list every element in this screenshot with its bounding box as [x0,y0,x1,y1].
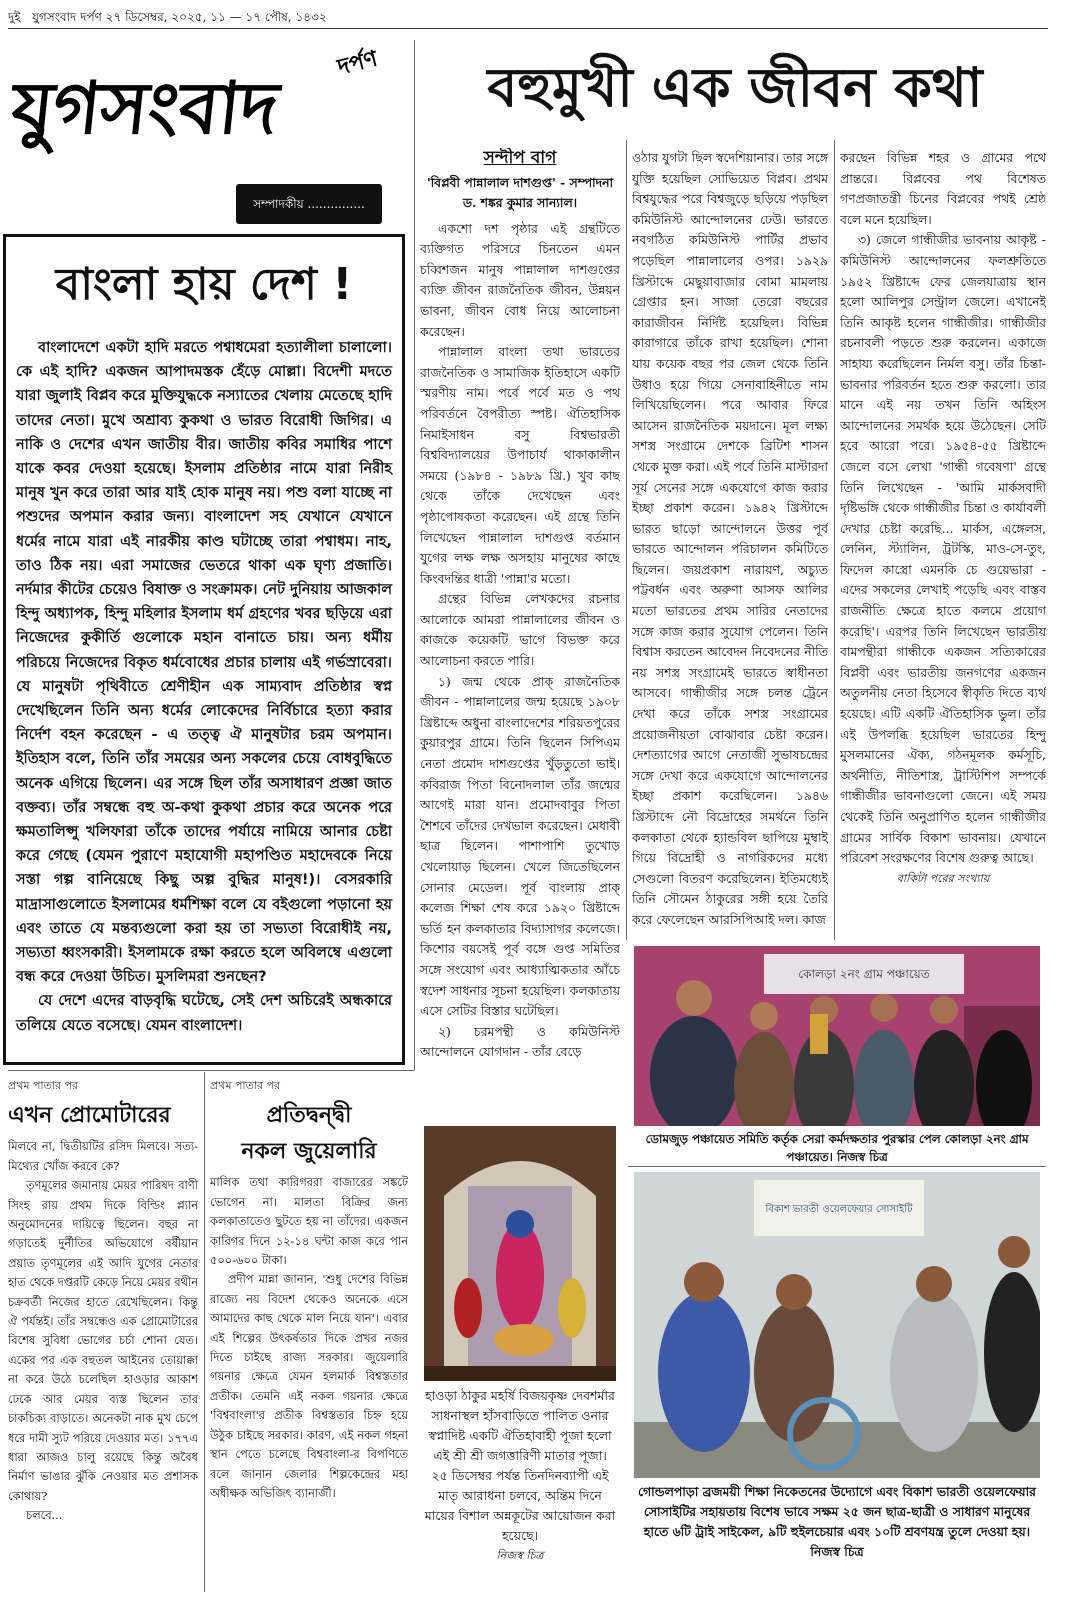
feature-paragraph: ১) জন্ম থেকে প্রাক্ রাজনৈতিক জীবন - পান্নালালের জন্ম হয়েছে ১৯০৮ খ্রিষ্টাব্দে অধুনা বাংলাদেশের শরিয়তপুরের কুয়ারপুর গ্রামে। তিনি ছিলেন সিপিএম নেতা প্রমোদ দাশগুপ্তের খুঁড়তুতো ভাই। কবিরাজ পিতা বিনোদলাল তাঁর জন্মের আগেই মারা যান। প্রমোদবাবুর পিতা শৈশবে তাঁদের দেখভাল করেছেন। মেধাবী ছাত্র ছিলেন। পাশাপাশি তুখোড় খেলোয়াড় ছিলেন। খেলে জিতেছিলেন সোনার মেডেল। পূর্ব বাংলায় প্রাক্ কলেজ শিক্ষা শেষ করে ১৯২০ খ্রিষ্টাব্দে ভর্তি হন কলকাতার বিদ্যাসাগর কলেজে। কিশোর বয়সেই পূর্ব বঙ্গে গুপ্ত সমিতির সঙ্গে সংযোগ এবং আধ্যাত্মিকতার আঁচে স্বদেশ সাধনার সূচনা হয়েছিল। কলকাতায় এসে সেটির বিস্তার ঘটেছিল। [420,673,620,1019]
feature-paragraph: ২) চরমপন্থী ও কমিউনিস্ট আন্দোলনে যোগদান - তাঁর বেড়ে [420,1023,620,1060]
durga-caption: হাওড়া ঠাকুর মহর্ষি বিজয়কৃষ্ণ দেবশর্মার সাধনাস্থল হাঁসবাড়িতে পালিত ওনার স্বপ্নাদিষ্ট একটি ঐতিহাবাহী পূজা হলো এই শ্রী শ্রী জগত্তারিণী মাতার পূজা। ২৫ ডিসেম্বর পর্যন্ত তিনদিনব্যাপী এই মাতৃ আরাধনা চলবে, অন্তিম দিনে মায়ের বিশাল অন্নকূটের আয়োজন করা হয়েছে। [424,1388,616,1543]
durga-credit: নিজস্ব চিত্র [496,1549,544,1562]
masthead-subtitle: দর্পণ [335,46,380,81]
feature-paragraph: গ্রন্থের বিভিন্ন লেখকদের রচনার আলোকে আমরা পান্নালালের জীবন ও কাজকে কয়েকটি ভাগে বিভক্ত করে আলোচনা করতে পারি। [420,591,620,669]
promoter-title: এখন প্রোমোটারের [8,1102,171,1129]
jewellery-paragraph: প্রদীপ মান্না জানান, 'শুধু দেশের বিভিন্ন রাজ্যে নয় বিদেশ থেকেও অনেকে এসে আমাদের কাছ থেকে মাল নিয়ে যান'। এবার এই শিল্পের উৎকর্ষতার দিকে প্রখর নজর দিতে চাইছে রাজ্য সরকার। জুয়েলারি গয়নার ক্ষেত্রে যেমন হলমার্ক বিশ্বস্ততার প্রতীক। তেমনি এই নকল গয়নার ক্ষেত্রে 'বিশ্ববাংলা'র প্রতীক বিশ্বস্ততার চিহ্ন হয়ে উঠুক চাইছে সরকার। কারণ, এই নকল গহনা স্থান পেতে চলেছে বিশ্ববাংলা-র বিপণিতে বলে জানান জেলার শিল্পকেন্দ্রের মহা অধীক্ষক অভিজিৎ ব্যানার্জী। [210,1272,408,1500]
award-photo [634,946,1040,1126]
wheelchair-banner-text: বিকাশ ভারতী ওয়েলফেয়ার সোসাইটি [765,1204,913,1215]
section-rule [8,1070,414,1071]
wheelchair-photo-illustration [634,1172,1040,1478]
award-caption: ডোমজুড় পঞ্চায়েত সমিতি কর্তৃক সেরা কর্মদক্ষতার পুরস্কার পেল কোলড়া ২নং গ্রাম পঞ্চায়েত। নিজস্ব চিত্র [645,1132,1029,1164]
editorial-box [3,234,405,1065]
jewellery-title-line1: প্রতিদ্বন্দ্বী [266,1102,352,1129]
feature-column-3 [840,148,1046,943]
feature-paragraph: করছেন বিভিন্ন শহর ও গ্রামের পথে প্রান্তরে। বিপ্লবের পথ বিশেষত গণপ্রজাতন্ত্রী চিনের বিপ্লবের পথই শ্রেষ্ঠ বলে মনে হয়েছিল। [840,150,1046,227]
durga-photo [424,1126,616,1381]
award-photo-illustration [634,946,1040,1126]
award-banner-text: কোলড়া ২নং গ্রাম পঞ্চায়েত [798,967,930,981]
durga-photo-illustration [424,1126,616,1381]
jewellery-title-line2: নকল জুয়েলারি [241,1138,377,1165]
durga-caption-block [424,1386,616,1586]
promoter-continued: চলবে... [26,1508,63,1523]
jewellery-article [210,1076,408,1596]
masthead-title: যুগসংবাদ [8,66,283,150]
feature-column-1 [420,148,620,1104]
promoter-kicker: প্রথম পাতার পর [8,1079,79,1092]
editorial-paragraph: বাংলাদেশে একটা হাদি মরতে পশ্বাধমেরা হত্যালীলা চালালো। কে এই হাদি? একজন আপাদমস্তক হেঁড়ে মোল্লা। বিদেশী মদতে যারা জুলাই বিপ্লব করে মুক্তিযুদ্ধকে নস্যাতের খেলায় মেতেছে হাদি তাদের নেতা। মুখে অশ্রাব্য কুকথা ও ভারত বিরোধী জিগির। এ নাকি ও দেশের এখন জাতীয় বীর। জাতীয় কবির সমাধির পাশে যাকে কবর দেওয়া হয়েছে। ইসলাম প্রতিষ্ঠার নামে যারা নিরীহ মানুষ খুন করে তারা আর যাই হোক মানুষ নয়। পশু বলা যাচ্ছে না পশুদের অপমান করার জন্য। বাংলাদেশ সহ যেখানে যেখানে ধর্মের নামে যারা এই নারকীয় কাণ্ড ঘটাচ্ছে তারা পশ্বাধম। নাহ, তাও ঠিক নয়। এরা সমাজের ভেতরে থাকা এক ঘৃণ্য প্রজাতি। নর্দমার কীটের চেয়েও বিষাক্ত ও সংক্রামক। নেট দুনিয়ায় আজকাল হিন্দু অধ্যাপক, হিন্দু মহিলার ইসলাম ধর্ম গ্রহণের খবর ছড়িয়ে এরা নিজেদের কুকীর্তি গুলোকে মহান বানাতে চায়। অন্য ধর্মীয় পরিচয়ে নিজেদের বিকৃত ধর্মবোধের প্রচার চালায় এই গর্ভস্রাবেরা। যে মানুষটা পৃথিবীতে শ্রেণীহীন এক সাম্যবাদ প্রতিষ্ঠার স্বপ্ন দেখেছিলেন তিনি অন্য ধর্মের লোকেদের নির্বিচারে হত্যা করার নির্দেশ বহন করেছেন - এ তত্ত্ব ঐ মানুষটার চরম অপমান। ইতিহাস বলে, তিনি তাঁর সময়ের অন্য সকলের চেয়ে বোধবুদ্ধিতে অনেক এগিয়ে ছিলেন। এর সঙ্গে ছিল তাঁর অসাধারণ প্রজ্ঞা জাত বক্তব্য। তাঁর সম্বন্ধে বহু অ-কথা কুকথা প্রচার করে অনেক পরে ক্ষমতালিপ্সু খলিফারা তাঁকে তাদের পর্যায়ে নামিয়ে আনার চেষ্টা করে গেছে (যেমন পুরাণে মহাযোগী মহাপণ্ডিত মহাদেবকে নিয়ে সস্তা গল্প বানিয়েছে কিছু অল্প বুদ্ধির মানুষ!)। বেসরকারি মাদ্রাসাগুলোতে ইসলামের ধর্মশিক্ষা বলে যে বইগুলো পড়ানো হয় এবং তাতে যে মন্তব্যগুলো করা হয় তা সভ্যতা বিরোধীই নয়, সভ্যতা ধ্বংসকারী। ইসলামকে রক্ষা করতে হলে অবিলম্বে এগুলো বন্ধ করে দেওয়া উচিত। মুসলিমরা শুনছেন? [16,340,392,986]
masthead [8,38,408,173]
wheelchair-caption: গোন্ডলপাড়া ব্রজময়ী শিক্ষা নিকেতনের উদ্যোগে এবং বিকাশ ভারতী ওয়েলফেয়ার সোসাইটির সহায়তায় বিশেষ ভাবে সক্ষম ২৫ জন ছাত্র-ছাত্রী ও সাধারণ মানুষের হাতে ৬টি ট্রাই সাইকেল, ৯টি হুইলচেয়ার এবং ১০টি শ্রবণযন্ত্র তুলে দেওয়া হয়। নিজস্ব চিত্র [638,1484,1036,1559]
editorial-headline: বাংলা হায় দেশ ! [55,259,353,310]
feature-byline: সন্দীপ বাগ [483,148,557,168]
feature-column-2 [632,148,828,938]
feature-paragraph: একশো দশ পৃষ্ঠার এই গ্রন্থটিতে ব্যক্তিগত পরিসরে চিনতেন এমন চব্বিশজন মানুষ পান্নালাল দাশগুপ্তের ব্যক্তি জীবন রাজনৈতিক জীবন, উন্নয়ন ভাবনা, জীবন বোধ নিয়ে আলোচনা করেছেন। [420,220,620,339]
column-rule [204,1072,205,1592]
feature-book-title: 'বিপ্লবী পান্নালাল দাশগুপ্ত' - সম্পাদনা ড. শঙ্কর কুমার সান্যাল। [426,174,614,210]
editorial-body [6,336,402,1038]
jewellery-kicker: প্রথম পাতার পর [210,1079,281,1092]
column-rule [834,140,835,940]
wheelchair-photo [634,1172,1040,1478]
running-head [8,6,1048,29]
promoter-paragraph: মিলবে না, দ্বিতীয়টির রসিদ মিলবে। সত্য-মিথ্যের খোঁজ করবে কে? [8,1139,198,1173]
feature-headline: বহুমুখী এক জীবন কথা [487,56,983,119]
promoter-article [8,1076,198,1596]
promoter-paragraph: তৃণমূলের জমানায় মেয়র পারিষদ বাণী সিংহ রায় প্রথম দিকে বিল্ডিং প্ল্যান অনুমোদনের দায়িত্বে ছিলেন। বছর না গড়াতেই দুর্নীতির অভিযোগে বর্ষীয়ান প্রয়াত তৃণমূলের এই আদি যুগের নেতার হাত থেকে দপ্তরটি কেড়ে নিয়ে মেয়র রথীন চক্রবর্তী নিজের হাতে রেখেছিলেন। কিন্তু ঐ পর্যন্তই। তাঁর সম্বন্ধেও এক প্রোমোটারের বিশেষ সুবিধা ভোগের চর্চা শোনা যেত। একের পর এক বহুতল আইনের তোয়াক্কা না করে উঠে চলেছিল হাওড়ার আকাশ ঢেকে আর মেয়র ব্যস্ত ছিলেন তার চাকচিক্য বাড়াতে। অনেকটা নাক মুখ চেপে ধরে দামী স্যুট পরিয়ে দেওয়ার মত। ১৭৭এ ধারা আজও চালু রয়েছে কিন্তু অবৈধ নির্মাণ ভাঙার ঝুঁকি নেওয়ার মত প্রশাসক কোথায়? [8,1178,198,1503]
feature-paragraph: পান্নালাল বাংলা তথা ভারতের রাজনৈতিক ও সামাজিক ইতিহাসে একটি স্মরণীয় নাম। পর্বে পর্বে মত ও পথ পরিবর্তনে বৈপরীত্য স্পষ্ট। ঐতিহাসিক নিমাইসাধন বসু বিশ্বভারতী বিশ্ববিদ্যালয়ের উপাচার্য থাকাকালীন সময়ে (১৯৮৪ - ১৯৮৯ খ্রি.) খুব কাছ থেকে তাঁকে দেখেছেন এবং পৃষ্ঠাপোষকতা করেছেন। এই গ্রন্থে তিনি লিখেছেন পান্নালাল দাশগুপ্ত বর্তমান যুগের লক্ষ লক্ষ অসহায় মানুষের কাছে কিংবদন্তির ধাত্রী 'পান্না'র মতো। [420,344,620,586]
feature-paragraph: ওঠার যুগটা ছিল স্বদেশিয়ানার। তার সঙ্গে যুক্তি হয়েছিল সোভিয়েত বিপ্লব। প্রথম বিশ্বযুদ্ধের পরে বিশ্বজুড়ে ছড়িয়ে পড়ছিল কমিউনিস্ট আন্দোলনের ঢেউ। ভারতে নবগঠিত কমিউনিস্ট পার্টির প্রভাব পড়েছিল পান্নালালের ওপর। ১৯২৯ খ্রিস্টাব্দে মেছুয়াবাজার বোমা মামলায় গ্রেপ্তার হন। সাজা তেরো বছরের কারাজীবন নির্দিষ্ট হয়েছিল। বিভিন্ন কারাগারে তাঁকে রাখা হয়েছিল। শোনা যায় কয়েক বছর পর জেল থেকে তিনি উধাও হয়ে গিয়ে সেনাবাহিনীতে নাম লিখিয়েছিলেন। পরে আবার ফিরে আসেন রাজনৈতিক ময়দানে। মূল লক্ষ্য সশস্ত্র সংগ্রামে দেশকে ব্রিটিশ শাসন থেকে মুক্ত করা। এই পর্বে তিনি মাস্টারদা সূর্য সেনের সঙ্গে একযোগে কাজ করার ইচ্ছা প্রকাশ করেন। ১৯৪২ খ্রিস্টাব্দে ভারত ছাড়ো আন্দোলনে উত্তর পূর্ব ভারতে আন্দোলন পরিচালন কমিটিতে ছিলেন। জয়প্রকাশ নারায়ণ, অচ্যুত পট্টবর্ধন এবং অরুণা আসফ আলির মতো ভারতের প্রথম সারির নেতাদের সঙ্গে কাজ করার সুযোগ পেলেন। তিনি বিশ্বাস করতেন আবেদন নিবেদনের নীতি নয় সশস্ত্র সংগ্রামেই ভারতে স্বাধীনতা আসবে। গান্ধীজীর সঙ্গে চলন্ত ট্রেনে দেখা করে তাঁকে সশস্ত্র সংগ্রামের প্রয়োজনীয়তা বোঝাবার চেষ্টা করেন। দেশত্যাগের আগে নেতাজী সুভাষচন্দ্রের সঙ্গে দেখা করে একযোগে আন্দোলনের ইচ্ছা প্রকাশ করেছিলেন। ১৯৪৬ খ্রিস্টাব্দে নৌ বিদ্রোহের সমর্থনে তিনি কলকাতা থেকে হ্যান্ডবিল ছাপিয়ে মুম্বাই গিয়ে বিদ্রোহী ও নাগরিকদের মধ্যে সেগুলো বিতরণ করেছিলেন। ইতিমধ্যেই তিনি সৌমেন ঠাকুরের সঙ্গী হয়ে তৈরি করে ফেলেছেন আরসিপিআই দল। কাজ [632,150,828,927]
jewellery-paragraph: মালিক তথা কারিগররা বাজারের সঙ্কটে ভোগেন না। মালতা বিক্রির জন্য কলকাতাতেও ছুটতে হয় না তাঁদের। একজন কারিগর দিনে ১২-১৪ ঘন্টা কাজ করে পান ৫০০-৬০০ টাকা। [210,1175,408,1268]
feature-paragraph: ৩) জেলে গান্ধীজীর ভাবনায় আকৃষ্ট - কমিউনিস্ট আন্দোলনের ফলশ্রুতিতে ১৯৫২ খ্রিষ্টাব্দে ফের জেলযাত্রায় স্থান হলো আলিপুর সেন্ট্রাল জেলে। এখানেই তিনি আকৃষ্ট হলেন গান্ধীজীর। গান্ধীজীর রচনাবলী পড়তে শুরু করলেন। একাজে সাহায্য করেছিলেন নির্মল বসু। তাঁর চিন্তা-ভাবনার পরিবর্তন হতে শুরু করলো। তার মানে এই নয় তখন তিনি অহিংস আন্দোলনের সমর্থক হয়ে উঠেছেন। সেটি হবে আরো পরে। ১৯৫৪-৫৫ খ্রিষ্টাব্দে জেলে বসে লেখা 'গান্ধী গবেষণা' গ্রন্থে তিনি লিখেছেন - 'আমি মার্কসবাদী দৃষ্টিভঙ্গি থেকে গান্ধীজীর চিন্তা ও কার্যাবলী দেখার চেষ্টা করেছি... মার্কস, এঙ্গেলস, লেনিন, স্ট্যালিন, ট্রটস্কি, মাও-সে-তুং, ফিদেল কাস্ত্রো এমনকি চে গুয়েভারা - এদের সকলের লেখাই পড়েছি এবং বাস্তব রাজনীতি ক্ষেত্রে হাতে কলমে প্রয়োগ করেছি'। এরপর তিনি লিখেছেন ভারতীয় বামপন্থীরা গান্ধীকে একজন সত্যিকারের বিপ্লবী এবং ভারতীয় জনগণের একজন অতুলনীয় নেতা হিসেবে স্বীকৃতি দিতে ব্যর্থ হয়েছে। এটি একটি ঐতিহাসিক ভুল। তাঁর এই উপলব্ধি হয়েছিল ভারতের হিন্দু মুসলমানের ঐক্য, গঠনমূলক কর্মসূচি, অর্থনীতি, নীতিশাস্ত্র, ট্রাস্টিশিপ সম্পর্কে গান্ধীজীর ভাবনাগুলো জেনে। এই সময় থেকেই তিনি অনুপ্রাণিত হলেন গান্ধীজীর গ্রামের সার্বিক বিকাশ ভাবনায়। যেখানে পরিবেশ সংরক্ষণের বিশেষ গুরুত্ব আছে। [840,232,1046,866]
section-rule [628,1166,1046,1167]
column-rule [414,40,415,1070]
issue-line: যুগসংবাদ দর্পণ ২৭ ডিসেম্বর, ২০২৫, ১১ — ১৭ পৌষ, ১৪৩২ [32,10,327,24]
page-number: দুই [8,10,21,24]
feature-continued: বাকিটা পরের সংখ্যায় [896,871,990,885]
editorial-paragraph: যে দেশে এদের বাড়বৃদ্ধি ঘটেছে, সেই দেশ অচিরেই অন্ধকারে তলিয়ে যেতে বসেছে। যেমন বাংলাদেশ। [16,993,392,1034]
editorial-badge: সম্পাদকীয় ............... [236,184,382,224]
column-rule [626,140,627,940]
